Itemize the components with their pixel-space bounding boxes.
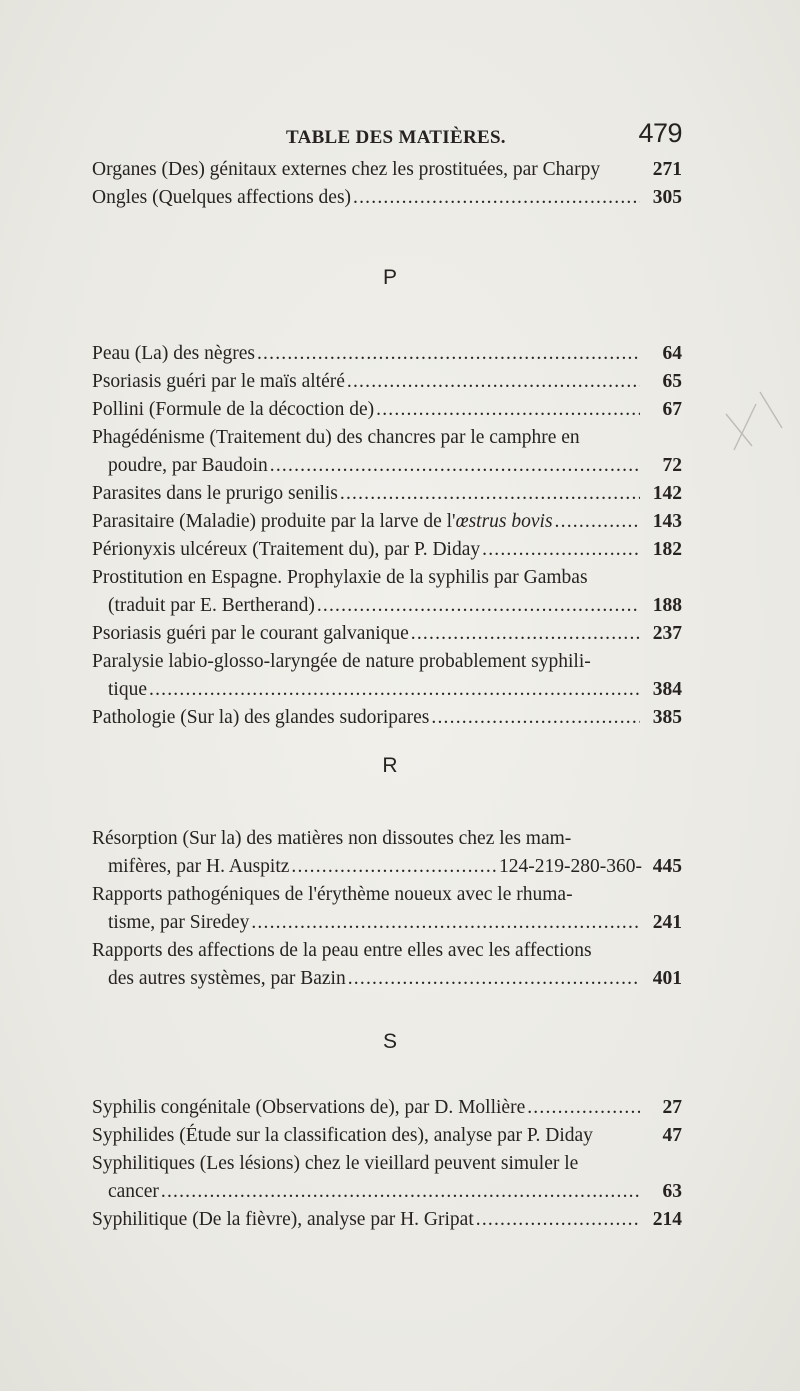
entry-text: Peau (La) des nègres <box>92 343 255 364</box>
entry-text: Syphilides (Étude sur la classification des), analyse par P. Diday <box>92 1125 593 1146</box>
entry-text-continued: tisme, par Siredey <box>108 912 250 933</box>
leader-dots <box>476 1206 640 1234</box>
entry-text: Psoriasis guéri par le courant galvanique <box>92 623 409 644</box>
entry-page: 188 <box>652 595 682 616</box>
entry-text: Rapports des affections de la peau entre elles avec les affections <box>92 940 592 961</box>
entry-text-continued: (traduit par E. Bertherand) <box>108 595 315 616</box>
entry-text: Prostitution en Espagne. Prophylaxie de la syphilis par Gambas <box>92 567 588 588</box>
entry-page: 237 <box>652 623 682 644</box>
running-title: TABLE DES MATIÈRES. <box>286 127 506 148</box>
leader-dots <box>431 704 640 732</box>
entry-page: 401 <box>652 968 682 989</box>
leader-dots <box>149 676 640 704</box>
index-entry-syphilides <box>92 1122 682 1150</box>
entry-page: 72 <box>662 455 682 476</box>
pencil-mark-icon <box>712 384 792 464</box>
entry-text: Résorption (Sur la) des matières non dissoutes chez les mam- <box>92 828 572 849</box>
entry-page: 142 <box>652 483 682 504</box>
entry-page: 47 <box>662 1125 682 1146</box>
index-entry-pollini <box>92 396 682 424</box>
section-heading-s: S <box>382 1030 397 1053</box>
leader-dots <box>257 340 640 368</box>
index-entry-psoriasis-mais <box>92 368 682 396</box>
index-entry-syphilitiques <box>92 1150 682 1206</box>
entry-text-continued: poudre, par Baudoin <box>108 455 268 476</box>
entry-page: 65 <box>662 371 682 392</box>
entry-middle-pages: 124-219-280-360- <box>499 856 642 877</box>
index-entry-paralysie <box>92 648 682 704</box>
entry-text-continued: cancer <box>108 1181 159 1202</box>
entry-text: Paralysie labio-glosso-laryngée de nature probablement syphili- <box>92 651 591 672</box>
entry-text: Périonyxis ulcéreux (Traitement du), par P. Diday <box>92 539 481 560</box>
section-heading-r: R <box>382 754 398 777</box>
index-entry-resorption <box>92 825 682 881</box>
leader-dots <box>527 1094 640 1122</box>
entry-text: Psoriasis guéri par le maïs altéré <box>92 371 345 392</box>
entry-text: Pollini (Formule de la décoction de) <box>92 399 375 420</box>
entry-text: Syphilis congénitale (Observations de), par D. Mollière <box>92 1097 526 1118</box>
index-entry-rapports-affections <box>92 937 682 993</box>
entry-text: Parasites dans le prurigo senilis <box>92 483 338 504</box>
index-entry-peau <box>92 340 682 368</box>
index-entry-prostitution <box>92 564 682 620</box>
leader-dots <box>482 536 640 564</box>
entry-page: 305 <box>652 187 682 208</box>
entry-text: Syphilitique (De la fièvre), analyse par H. Gripat <box>92 1209 474 1230</box>
page-header <box>92 118 682 158</box>
entry-page: 64 <box>662 343 682 364</box>
index-entry-syphilis-congenitale <box>92 1094 682 1122</box>
leader-dots <box>411 620 640 648</box>
index-entry-syphilitique-fievre <box>92 1206 682 1234</box>
entry-page: 385 <box>652 707 682 728</box>
entry-text-continued: mifères, par H. Auspitz <box>108 856 290 877</box>
leader-dots <box>347 368 640 396</box>
leader-dots <box>555 508 640 536</box>
entry-text: Parasitaire (Maladie) produite par la larve de l'œstrus bovis <box>92 511 553 532</box>
entry-page: 445 <box>652 856 682 877</box>
entry-text: Syphilitiques (Les lésions) chez le vieillard peuvent simuler le <box>92 1153 579 1174</box>
index-entry-psoriasis-galvanique <box>92 620 682 648</box>
leader-dots <box>348 965 640 993</box>
leader-dots <box>291 853 497 881</box>
leader-dots <box>353 184 640 212</box>
entry-page: 143 <box>652 511 682 532</box>
entry-italic-term: œstrus bovis <box>455 511 553 532</box>
index-entry-parasitaire <box>92 508 682 536</box>
section-heading-p: P <box>382 266 397 289</box>
entry-text: Ongles (Quelques affections des) <box>92 187 352 208</box>
index-entry-pathologie <box>92 704 682 732</box>
page-number: 479 <box>638 118 682 148</box>
entry-page: 241 <box>652 912 682 933</box>
index-entry-organes <box>92 156 682 184</box>
entry-page: 67 <box>662 399 682 420</box>
leader-dots <box>251 909 640 937</box>
index-entry-rapports-erytheme <box>92 881 682 937</box>
entry-page: 214 <box>652 1209 682 1230</box>
leader-dots <box>270 452 640 480</box>
leader-dots <box>340 480 640 508</box>
leader-dots <box>317 592 640 620</box>
entry-page: 182 <box>652 539 682 560</box>
entry-text: Pathologie (Sur la) des glandes sudoripares <box>92 707 430 728</box>
entry-text: Phagédénisme (Traitement du) des chancres par le camphre en <box>92 427 580 448</box>
entry-text-continued: des autres systèmes, par Bazin <box>108 968 346 989</box>
entry-text: Rapports pathogéniques de l'érythème noueux avec le rhuma- <box>92 884 573 905</box>
entry-page: 271 <box>652 159 682 180</box>
index-entry-ongles <box>92 184 682 212</box>
entry-page: 63 <box>662 1181 682 1202</box>
entry-page: 384 <box>652 679 682 700</box>
leader-dots <box>161 1178 640 1206</box>
entry-text: Organes (Des) génitaux externes chez les prostituées, par Charpy <box>92 159 601 180</box>
entry-text-continued: tique <box>108 679 147 700</box>
leader-dots <box>376 396 640 424</box>
entry-page: 27 <box>662 1097 682 1118</box>
index-entry-perionyxis <box>92 536 682 564</box>
index-entry-parasites <box>92 480 682 508</box>
index-entry-phagedenisme <box>92 424 682 480</box>
